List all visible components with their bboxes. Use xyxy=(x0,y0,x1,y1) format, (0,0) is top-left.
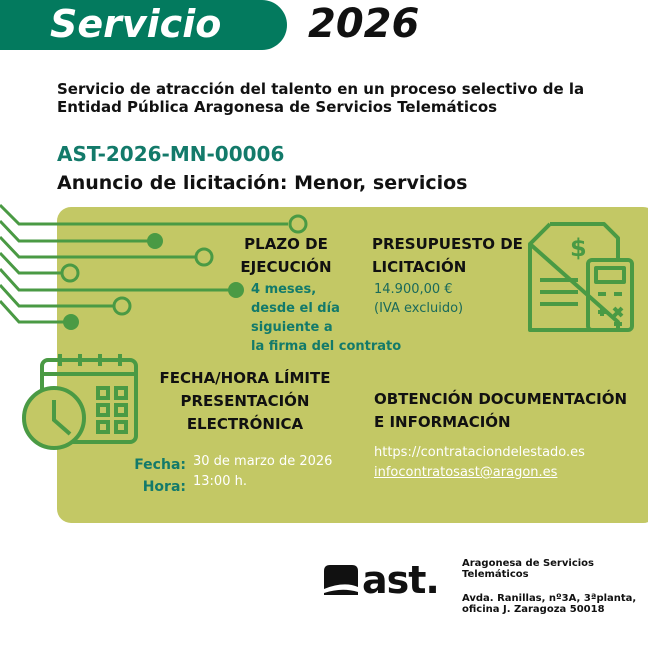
fecha-title-line: PRESENTACIÓN xyxy=(180,392,310,410)
plazo-title xyxy=(230,233,342,279)
service-pill xyxy=(0,0,287,50)
presupuesto-value xyxy=(374,280,463,318)
ast-logo-text: ast. xyxy=(362,558,439,602)
announcement-type: Anuncio de licitación: Menor, servicios xyxy=(57,172,468,194)
fecha-title-line: FECHA/HORA LÍMITE xyxy=(159,369,331,387)
fecha-label: Fecha: xyxy=(134,457,186,473)
org-line: Telemáticos xyxy=(462,569,529,580)
obtencion-title xyxy=(374,388,627,434)
year-label: 2026 xyxy=(308,1,420,47)
fecha-labels xyxy=(128,454,186,498)
fecha-value: 30 de marzo de 2026 xyxy=(193,454,333,469)
hora-value: 13:00 h. xyxy=(193,474,247,489)
presupuesto-title-line: LICITACIÓN xyxy=(372,258,467,276)
address-line: oficina J. Zaragoza 50018 xyxy=(462,604,605,615)
footer-org xyxy=(462,558,594,580)
obtencion-links xyxy=(374,443,585,483)
email-link[interactable]: infocontratosast@aragon.es xyxy=(374,465,558,480)
footer-address xyxy=(462,593,636,615)
plazo-title-line: EJECUCIÓN xyxy=(240,258,332,276)
budget-note: (IVA excluido) xyxy=(374,301,464,316)
ast-logo-mark-icon xyxy=(324,565,358,595)
tender-code: AST-2026-MN-00006 xyxy=(57,142,285,166)
fecha-title-line: ELECTRÓNICA xyxy=(186,415,304,433)
contratacion-link[interactable]: https://contrataciondelestado.es xyxy=(374,445,585,460)
service-label: Servicio xyxy=(50,2,222,46)
plazo-line: siguiente a xyxy=(251,320,333,335)
ast-logo xyxy=(324,558,439,602)
fecha-values xyxy=(193,452,332,492)
fecha-title xyxy=(150,367,340,436)
address-line: Avda. Ranillas, nº3A, 3ªplanta, xyxy=(462,593,637,604)
plazo-title-line: PLAZO DE xyxy=(244,235,328,253)
budget-calculator-icon xyxy=(528,222,636,334)
org-line: Aragonesa de Servicios xyxy=(462,558,594,569)
obtencion-title-line: OBTENCIÓN DOCUMENTACIÓN xyxy=(374,390,628,408)
presupuesto-title-line: PRESUPUESTO DE xyxy=(372,235,523,253)
obtencion-title-line: E INFORMACIÓN xyxy=(374,413,511,431)
budget-amount: 14.900,00 € xyxy=(374,282,453,297)
plazo-line: la firma del contrato xyxy=(251,339,402,354)
plazo-line: desde el día xyxy=(251,301,340,316)
subtitle: Servicio de atracción del talento en un proceso selectivo de la Entidad Pública Aragonesa de Servicios Telemáticos xyxy=(57,80,585,116)
calendar-clock-icon xyxy=(20,350,140,450)
svg-text:$: $ xyxy=(570,234,587,262)
presupuesto-title xyxy=(372,233,523,279)
plazo-line: 4 meses, xyxy=(251,282,317,297)
hora-label: Hora: xyxy=(142,479,186,495)
